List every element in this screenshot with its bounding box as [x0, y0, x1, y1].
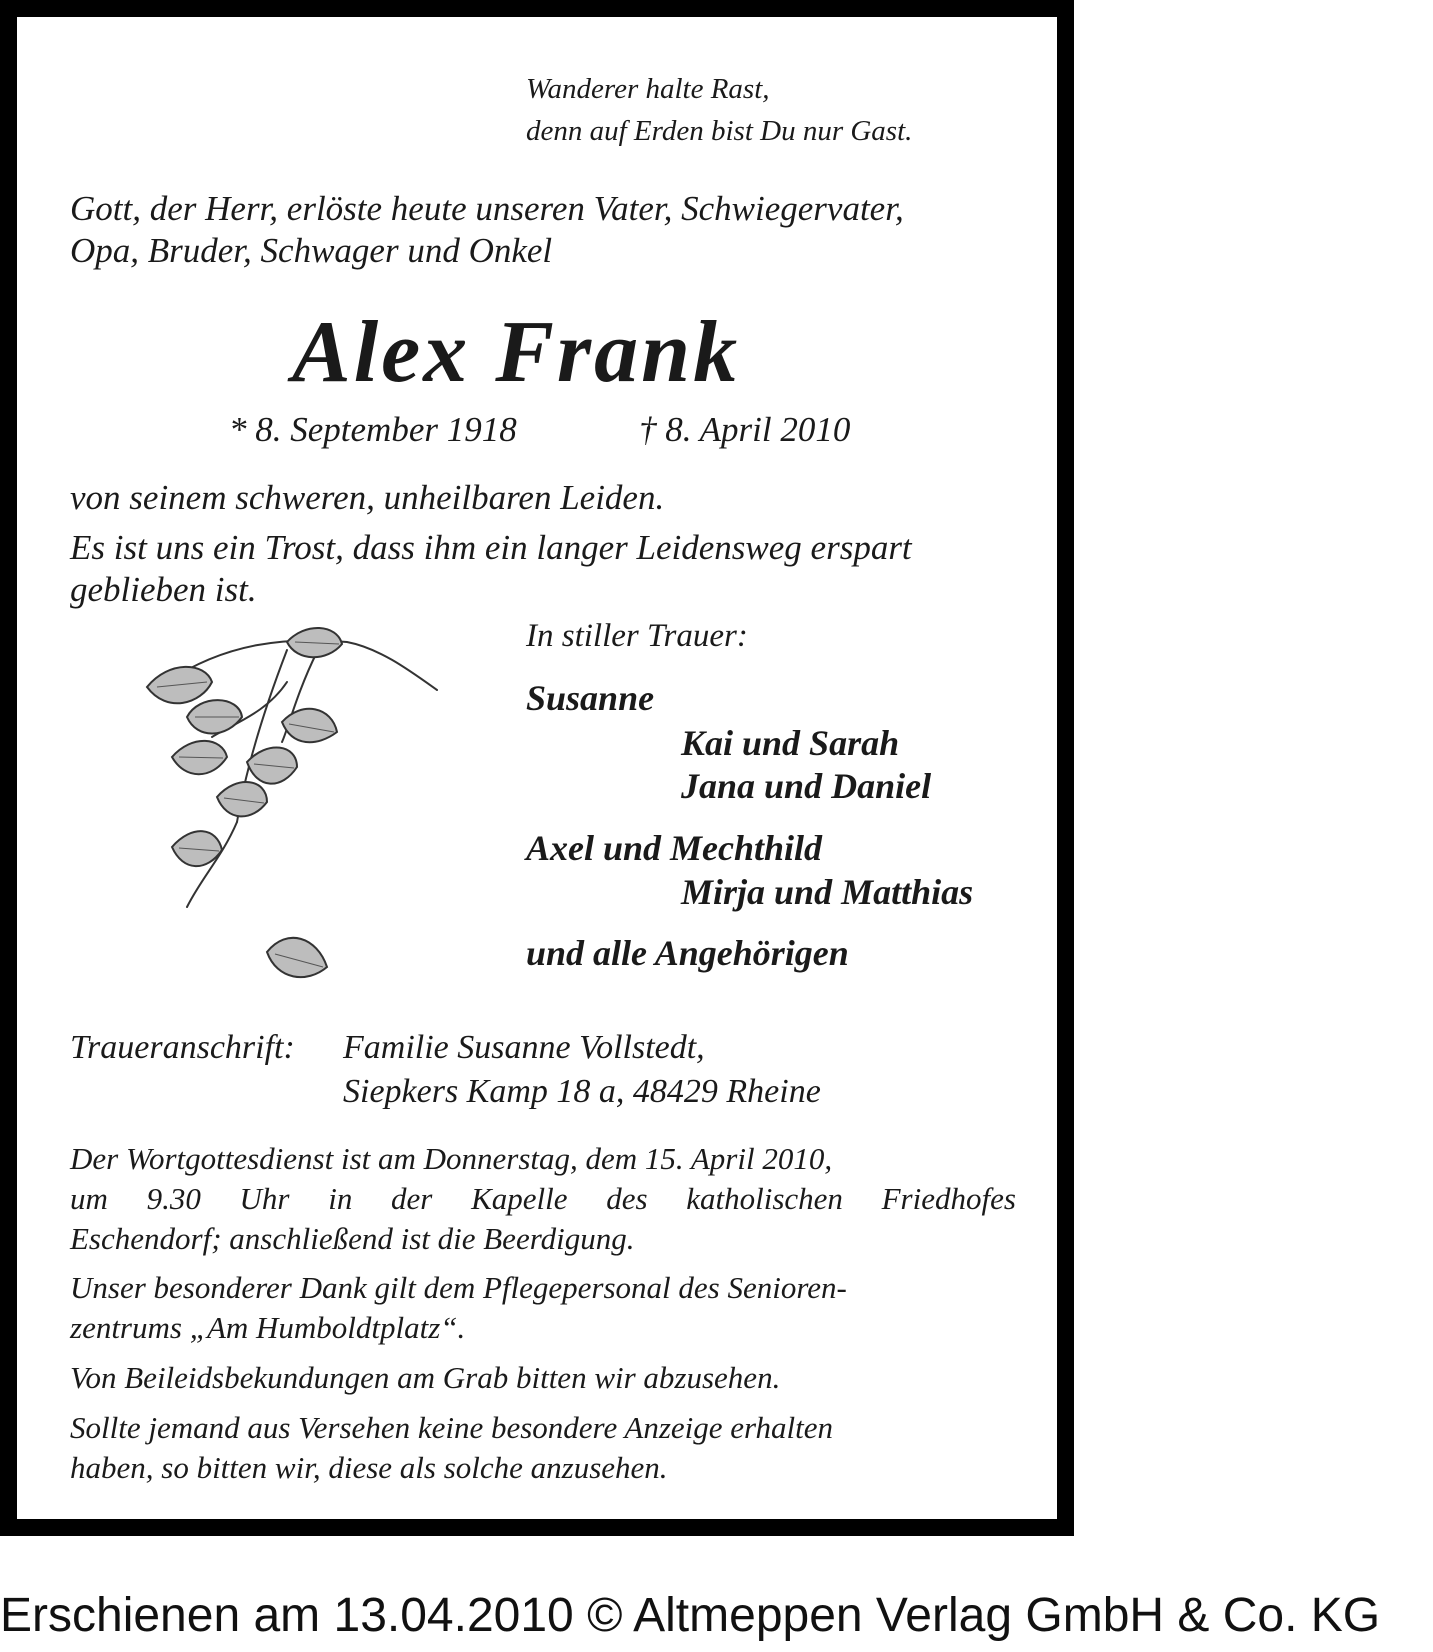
service-line-4: Unser besonderer Dank gilt dem Pflegepersonal des Senioren-: [70, 1270, 847, 1305]
service-word: katholischen: [686, 1181, 843, 1216]
service-word: Uhr: [239, 1181, 290, 1216]
branch-leaves-illustration: [117, 622, 447, 1007]
mourner-5: Mirja und Matthias: [681, 872, 974, 912]
service-word: 9.30: [146, 1181, 201, 1216]
intro-line-2: Opa, Bruder, Schwager und Onkel: [70, 231, 553, 270]
mourner-3: Jana und Daniel: [681, 766, 932, 806]
body-line-1: von seinem schweren, unheilbaren Leiden.: [70, 478, 665, 517]
service-word: Friedhofes: [881, 1181, 1016, 1216]
body-line-3: geblieben ist.: [70, 570, 257, 609]
service-line-1: Der Wortgottesdienst ist am Donnerstag, dem 15. April 2010,: [70, 1141, 833, 1176]
address-label: Traueranschrift:: [70, 1029, 295, 1066]
motto-line-1: Wanderer halte Rast,: [526, 73, 770, 105]
service-line-7: Sollte jemand aus Versehen keine besondere Anzeige erhalten: [70, 1410, 834, 1445]
publication-footer: Erschienen am 13.04.2010 © Altmeppen Verlag GmbH & Co. KG: [0, 1589, 1381, 1642]
service-word: der: [391, 1181, 433, 1216]
death-date: † 8. April 2010: [639, 410, 851, 449]
address-line-1: Familie Susanne Vollstedt,: [343, 1029, 705, 1066]
leaf-7: [217, 782, 267, 816]
service-word: um: [70, 1181, 108, 1216]
mourner-1: Susanne: [526, 678, 655, 718]
deceased-name: Alex Frank: [292, 304, 741, 401]
service-word: des: [606, 1181, 648, 1216]
mourners-label: In stiller Trauer:: [526, 618, 748, 654]
address-line-2: Siepkers Kamp 18 a, 48429 Rheine: [343, 1073, 821, 1110]
mourner-4: Axel und Mechthild: [526, 828, 823, 868]
service-word: in: [328, 1181, 353, 1216]
service-word: Kapelle: [471, 1181, 568, 1216]
falling-leaf: [267, 938, 327, 977]
birth-date: * 8. September 1918: [229, 410, 517, 449]
service-line-8: haben, so bitten wir, diese als solche anzusehen.: [70, 1450, 668, 1485]
motto-line-2: denn auf Erden bist Du nur Gast.: [526, 115, 913, 147]
mourner-2: Kai und Sarah: [681, 723, 900, 763]
mourner-6: und alle Angehörigen: [526, 933, 849, 973]
service-line-2: [70, 1183, 1016, 1214]
body-line-2: Es ist uns ein Trost, dass ihm ein langer Leidensweg erspart: [70, 528, 912, 567]
service-line-3: Eschendorf; anschließend ist die Beerdigung.: [70, 1221, 635, 1256]
service-line-6: Von Beileidsbekundungen am Grab bitten wir abzusehen.: [70, 1360, 781, 1395]
intro-line-1: Gott, der Herr, erlöste heute unseren Vater, Schwiegervater,: [70, 189, 904, 228]
leaf-4: [282, 709, 337, 742]
service-line-5: zentrums „Am Humboldtplatz“.: [70, 1310, 466, 1345]
